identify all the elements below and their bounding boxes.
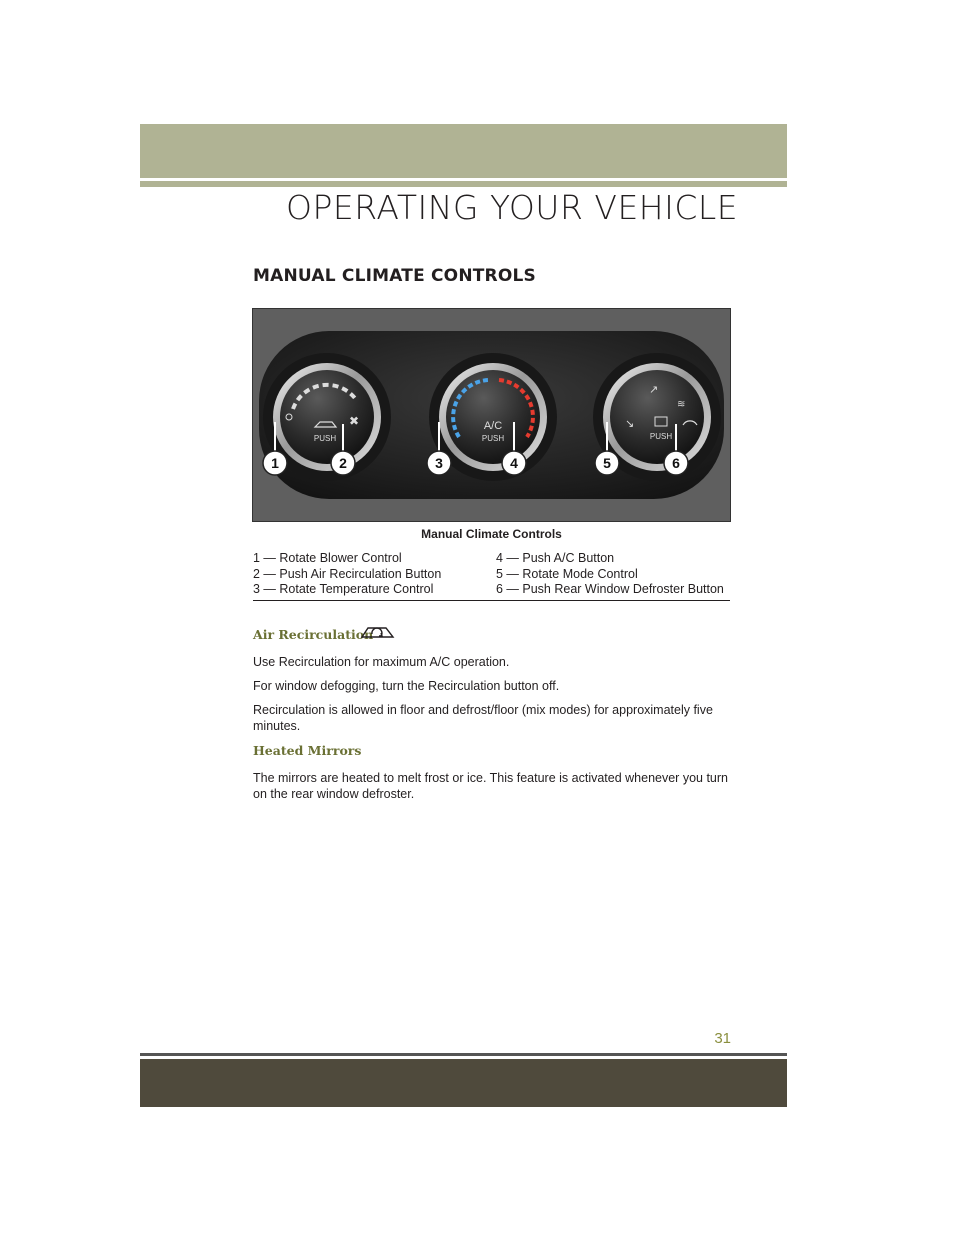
callout-1 <box>263 451 287 475</box>
svg-text:≋: ≋ <box>677 399 686 410</box>
page-number: 31 <box>714 1030 731 1047</box>
svg-text:3: 3 <box>435 455 443 471</box>
header-rule <box>140 181 787 187</box>
recirculation-paragraph-1: Use Recirculation for maximum A/C operation. <box>253 655 510 669</box>
section-title: MANUAL CLIMATE CONTROLS <box>253 266 536 286</box>
legend-item-3: 3 — Rotate Temperature Control <box>253 582 434 596</box>
svg-text:4: 4 <box>510 455 518 471</box>
knob-2-label: A/C <box>483 420 503 432</box>
footer-rule <box>140 1053 787 1056</box>
footer-band <box>140 1059 787 1107</box>
callout-6 <box>664 451 688 475</box>
knob-1-label: PUSH <box>313 434 337 443</box>
heated-mirrors-paragraph: The mirrors are heated to melt frost or ice. This feature is activated whenever you turn on the rear window defroster. <box>253 771 728 801</box>
recirculation-paragraph-2: For window defogging, turn the Recirculation button off. <box>253 679 560 693</box>
knob-2-push-label: PUSH <box>481 434 505 443</box>
recirculation-icon <box>360 623 396 646</box>
legend-item-2: 2 — Push Air Recirculation Button <box>253 566 442 581</box>
recirculation-paragraph-3: Recirculation is allowed in floor and defrost/floor (mix modes) for approximately five minutes. <box>253 703 713 733</box>
legend-item-6: 6 — Push Rear Window Defroster Button <box>496 582 724 596</box>
callout-2 <box>331 451 355 475</box>
legend-item-5: 5 — Rotate Mode Control <box>496 566 638 581</box>
air-recirculation-heading: Air Recirculation <box>253 627 374 642</box>
callout-5 <box>595 451 619 475</box>
knob-3-label: PUSH <box>649 432 673 441</box>
svg-text:↘: ↘ <box>625 417 635 430</box>
legend-divider <box>253 600 730 601</box>
header-band <box>140 124 787 178</box>
heated-mirrors-heading: Heated Mirrors <box>253 743 362 758</box>
svg-text:1: 1 <box>271 455 279 471</box>
climate-controls-photo <box>252 308 731 522</box>
svg-text:✖: ✖ <box>349 414 360 428</box>
legend-item-1: 1 — Rotate Blower Control <box>253 551 402 565</box>
callout-4 <box>502 451 526 475</box>
chapter-title: OPERATING YOUR VEHICLE <box>286 188 739 227</box>
legend-item-4: 4 — Push A/C Button <box>496 551 615 565</box>
svg-text:5: 5 <box>603 455 611 471</box>
svg-text:↗: ↗ <box>649 383 659 396</box>
figure-caption: Manual Climate Controls <box>421 527 562 541</box>
svg-text:2: 2 <box>339 455 347 471</box>
callout-3 <box>427 451 451 475</box>
svg-text:6: 6 <box>672 455 680 471</box>
